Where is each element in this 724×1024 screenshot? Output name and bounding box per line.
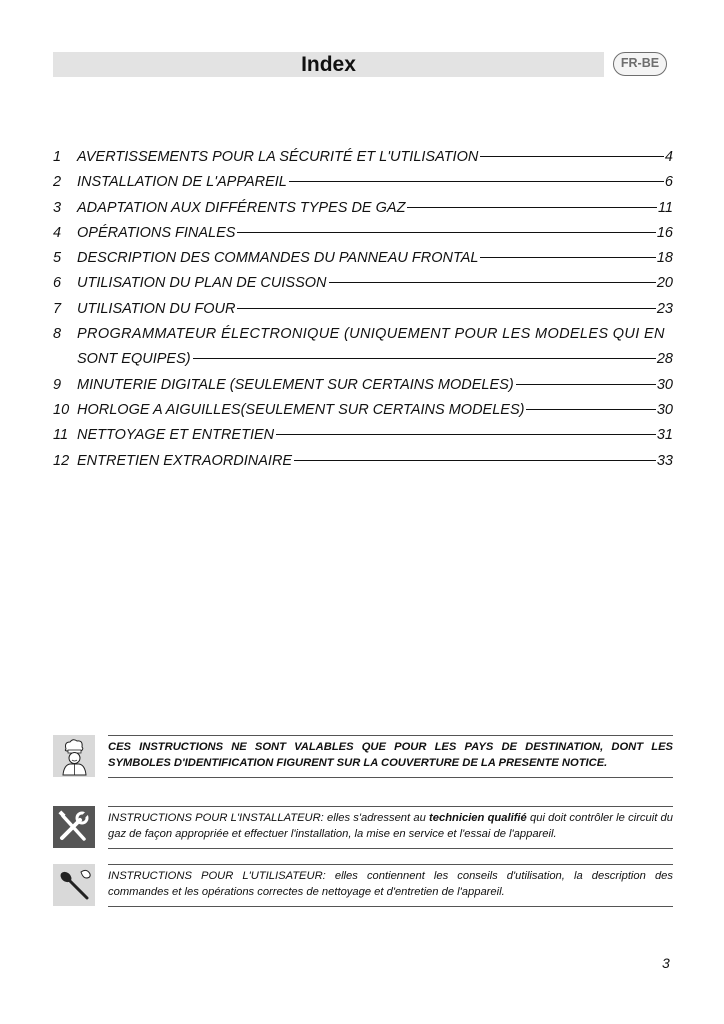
destination-note-text: CES INSTRUCTIONS NE SONT VALABLES QUE POUR LES PAYS DE DESTINATION, DONT LES SYMBOLES D'IDENTIFICATION FIGURENT SUR LA COUVERTURE DE LA PRESENTE NOTICE. <box>108 735 673 778</box>
toc-leader <box>237 308 655 309</box>
toc-page: 6 <box>664 174 673 191</box>
toc-number: 2 <box>53 174 62 191</box>
toc-row[interactable] <box>53 271 673 296</box>
toc-leader <box>237 232 655 233</box>
toc-row[interactable] <box>53 398 673 423</box>
toc-page: 4 <box>664 149 673 165</box>
toc-number: 10 <box>53 401 70 418</box>
toc-number: 4 <box>53 224 62 241</box>
toc-leader <box>480 257 655 258</box>
toc-title: UTILISATION DU PLAN DE CUISSON <box>77 275 327 292</box>
page-number: 3 <box>662 955 670 971</box>
toc-page: 33 <box>656 452 673 469</box>
installer-note-part: INSTRUCTIONS POUR L'INSTALLATEUR: elles s'adressent au <box>108 812 430 824</box>
header-bar <box>53 52 604 77</box>
toc-leader <box>516 384 656 385</box>
toc-row[interactable] <box>53 170 673 195</box>
toc-number: 5 <box>53 250 62 267</box>
toc-row-continued[interactable] <box>53 347 673 372</box>
toc-number: 3 <box>53 199 62 216</box>
toc-number: 11 <box>53 427 69 444</box>
toc-number: 1 <box>53 149 62 165</box>
toc-number: 8 <box>53 326 62 343</box>
toc-page: 16 <box>656 224 673 241</box>
tools-icon <box>53 806 95 848</box>
toc-number: 7 <box>53 300 62 317</box>
toc-page: 31 <box>656 427 673 444</box>
chef-icon <box>53 735 95 777</box>
toc-title: OPÉRATIONS FINALES <box>77 224 236 241</box>
toc-title: PROGRAMMATEUR ÉLECTRONIQUE (UNIQUEMENT POUR LES MODELES QUI EN <box>77 326 665 343</box>
toc-row[interactable] <box>53 246 673 271</box>
toc-page: 18 <box>656 250 673 267</box>
toc-leader <box>407 207 656 208</box>
toc-number: 9 <box>53 376 62 393</box>
table-of-contents <box>53 145 673 474</box>
user-note-text: INSTRUCTIONS POUR L'UTILISATEUR: elles contiennent les conseils d'utilisation, la description des commandes et les opérations correctes de nettoyage et d'entretien de l'appareil. <box>108 864 673 907</box>
destination-note <box>53 735 673 780</box>
language-badge: FR-BE <box>613 52 667 76</box>
toc-page: 30 <box>656 401 673 418</box>
toc-title: DESCRIPTION DES COMMANDES DU PANNEAU FRONTAL <box>77 250 479 267</box>
toc-title: INSTALLATION DE L'APPAREIL <box>77 174 287 191</box>
toc-leader <box>276 434 656 435</box>
toc-row[interactable] <box>53 322 673 347</box>
toc-page: 20 <box>656 275 673 292</box>
toc-page: 11 <box>657 199 673 216</box>
toc-row[interactable] <box>53 297 673 322</box>
toc-page: 28 <box>656 351 673 368</box>
toc-title: MINUTERIE DIGITALE (SEULEMENT SUR CERTAINS MODELES) <box>77 376 514 393</box>
toc-row[interactable] <box>53 221 673 246</box>
toc-title: AVERTISSEMENTS POUR LA SÉCURITÉ ET L'UTILISATION <box>77 149 479 165</box>
toc-title: ADAPTATION AUX DIFFÉRENTS TYPES DE GAZ <box>77 199 406 216</box>
user-note <box>53 864 673 909</box>
toc-title: ENTRETIEN EXTRAORDINAIRE <box>77 452 293 469</box>
installer-note-part: qui doit contrôler le circuit du gaz de façon appropriée et effectuer l'installation, la mise en service et l'essai de l'appareil. <box>108 812 673 840</box>
toc-leader <box>294 460 656 461</box>
toc-row[interactable] <box>53 449 673 474</box>
page-title: Index <box>301 53 356 76</box>
toc-leader <box>193 358 656 359</box>
toc-title: HORLOGE A AIGUILLES(SEULEMENT SUR CERTAINS MODELES) <box>77 401 525 418</box>
toc-page: 23 <box>656 300 673 317</box>
toc-row[interactable] <box>53 145 673 170</box>
spoon-icon <box>53 864 95 906</box>
installer-note-bold: technicien qualifié <box>429 812 527 824</box>
toc-number: 12 <box>53 452 70 469</box>
toc-leader <box>289 181 664 182</box>
toc-number: 6 <box>53 275 62 292</box>
installer-note <box>53 806 673 851</box>
toc-title: NETTOYAGE ET ENTRETIEN <box>77 427 275 444</box>
toc-row[interactable] <box>53 423 673 448</box>
installer-note-text <box>108 806 673 849</box>
toc-page: 30 <box>656 376 673 393</box>
toc-leader <box>329 282 656 283</box>
toc-row[interactable] <box>53 373 673 398</box>
toc-leader <box>480 156 664 157</box>
toc-row[interactable] <box>53 196 673 221</box>
toc-title: UTILISATION DU FOUR <box>77 300 236 317</box>
toc-title-continued: SONT EQUIPES) <box>77 351 191 368</box>
toc-leader <box>526 409 655 410</box>
